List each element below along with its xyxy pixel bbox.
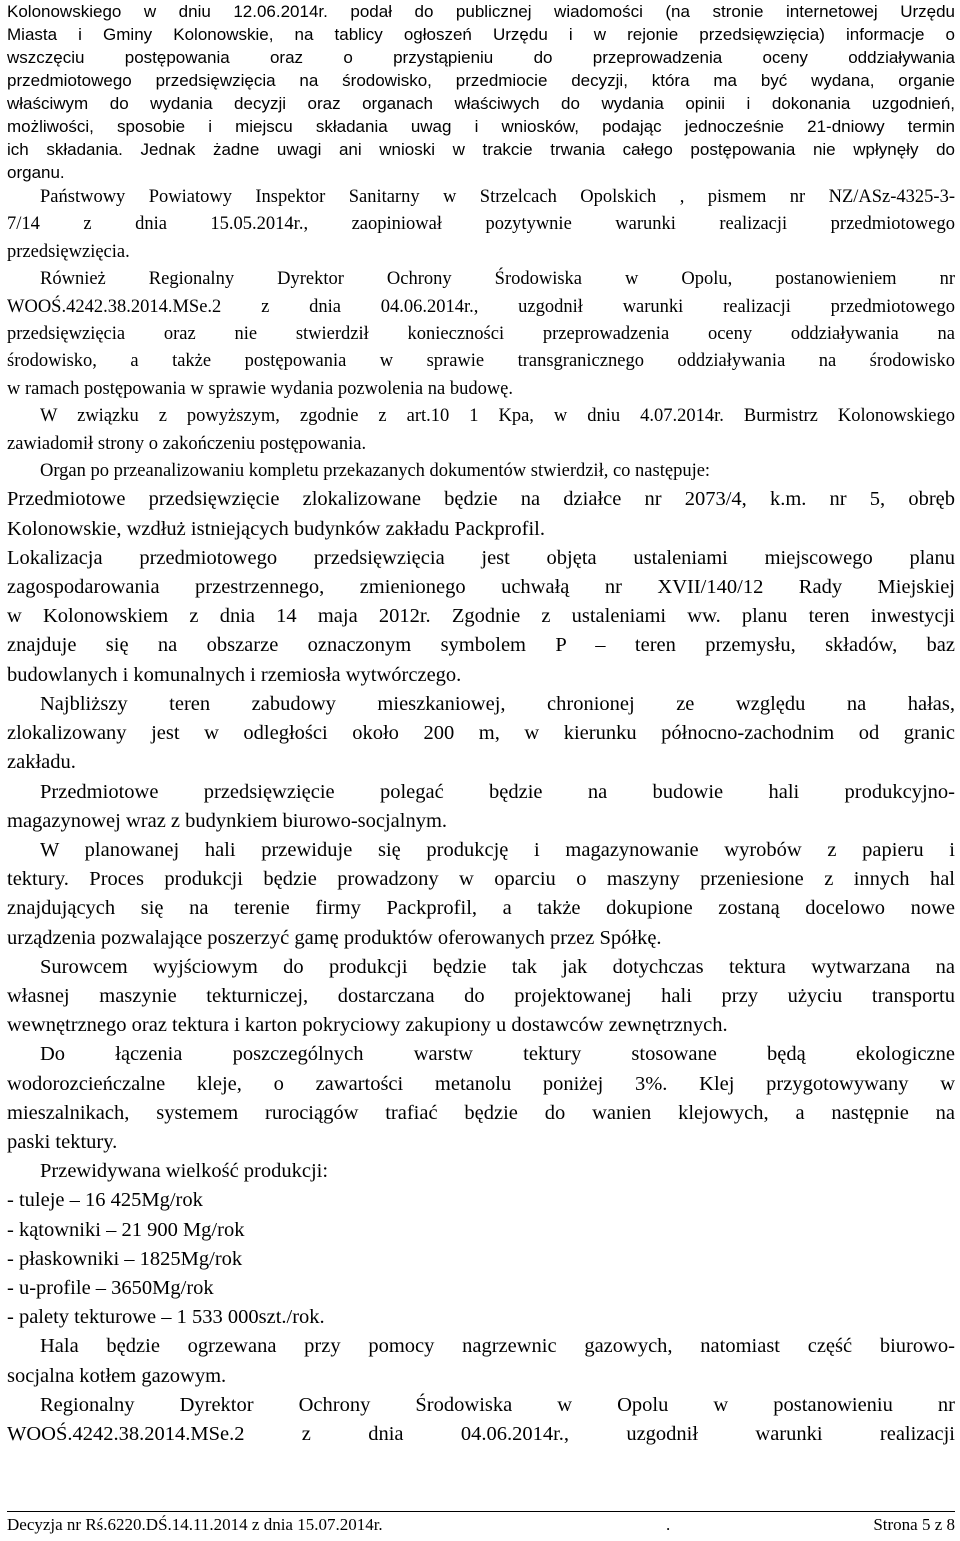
text-line: Hala będzie ogrzewana przy pomocy nagrzewnic gazowych, natomiast część biurowo- xyxy=(40,1335,955,1358)
text-line: magazynowej wraz z budynkiem biurowo-socjalnym. xyxy=(7,809,448,832)
paragraph-public-notice xyxy=(7,0,955,184)
footer-separator-dot: . xyxy=(666,1515,671,1534)
text-line: przedsięwzięcia. xyxy=(7,241,130,262)
text-line: w Kolonowskiem z dnia 14 maja 2012r. Zgodnie z ustaleniami ww. planu teren inwestycji xyxy=(7,605,955,628)
paragraphs-opinions-and-notifications xyxy=(7,184,955,485)
text-line: ich składania. Jednak żadne uwagi ani wnioski w trakcie trwania całego postępowania nie wpłynęły do xyxy=(7,140,955,159)
text-line: własnej maszynie tekturniczej, dostarczana do projektowanej hali przy użyciu transportu xyxy=(7,984,955,1007)
footer-page-number: Strona 5 z 8 xyxy=(873,1515,955,1534)
text-line: Do łączenia poszczególnych warstw tektury stosowane będą ekologiczne xyxy=(40,1043,955,1066)
text-line: budowlanych i komunalnych i rzemiosła wytwórczego. xyxy=(7,663,462,686)
text-line: Kolonowskiego w dniu 12.06.2014r. podał do publicznej wiadomości (na stronie internetowej Urzędu xyxy=(7,2,955,21)
page-footer xyxy=(7,1511,955,1535)
text-line: 7/14 z dnia 15.05.2014r., zaopiniował pozytywnie warunki realizacji przedmiotowego xyxy=(7,214,955,235)
text-line: Regionalny Dyrektor Ochrony Środowiska w Opolu w postanowieniu nr xyxy=(40,1393,955,1416)
text-line: organu. xyxy=(7,163,65,182)
text-line: zakładu. xyxy=(7,751,76,774)
text-line: znajdujących się na terenie firmy Packprofil, a także dokupione zostaną docelowo nowe xyxy=(7,897,955,920)
text-line: mieszalnikach, systemem rurociągów trafiać będzie do wanien klejowych, a następnie na xyxy=(7,1101,955,1124)
text-line: zlokalizowany jest w odległości około 200 m, w kierunku północno-zachodnim od granic xyxy=(7,722,955,745)
text-line: Kolonowskie, wzdłuż istniejących budynków zakładu Packprofil. xyxy=(7,517,545,540)
text-line: W planowanej hali przewiduje się produkcję i magazynowanie wyrobów z papieru i xyxy=(40,838,955,861)
text-line: wszczęciu postępowania oraz o przystąpieniu do przeprowadzenia oceny oddziaływania xyxy=(7,48,955,67)
text-line: Lokalizacja przedmiotowego przedsięwzięcia jest objęta ustaleniami miejscowego planu xyxy=(7,546,955,569)
text-line: Państwowy Powiatowy Inspektor Sanitarny w Strzelcach Opolskich , pismem nr NZ/ASz-4325-3- xyxy=(40,187,955,207)
footer-divider xyxy=(7,1511,955,1512)
text-line: zawiadomił strony o zakończeniu postępowania. xyxy=(7,433,367,454)
text-line: Przedmiotowe przedsięwzięcie zlokalizowane będzie na działce nr 2073/4, k.m. nr 5, obręb xyxy=(7,488,955,511)
text-line: Również Regionalny Dyrektor Ochrony Środowiska w Opolu, postanowieniem nr xyxy=(40,269,955,290)
text-line: W związku z powyższym, zgodnie z art.10 1 Kpa, w dniu 4.07.2014r. Burmistrz Kolonowskiego xyxy=(40,406,955,427)
text-line: - płaskowniki – 1825Mg/rok xyxy=(7,1247,243,1270)
text-line: możliwości, sposobie i miejscu składania uwag i wniosków, podając jednocześnie 21-dniowy termin xyxy=(7,117,955,136)
text-line: WOOŚ.4242.38.2014.MSe.2 z dnia 04.06.2014r., uzgodnił warunki realizacji xyxy=(7,1422,955,1445)
text-line: urządzenia pozwalające poszerzyć gamę produktów oferowanych przez Spółkę. xyxy=(7,926,662,949)
text-line: znajduje się na obszarze oznaczonym symbolem P – teren przemysłu, składów, baz xyxy=(7,634,955,657)
text-line: - tuleje – 16 425Mg/rok xyxy=(7,1189,203,1212)
document-page xyxy=(7,0,955,1449)
text-line: Organ po przeanalizowaniu kompletu przekazanych dokumentów stwierdził, co następuje: xyxy=(40,461,711,482)
text-line: tektury. Proces produkcji będzie prowadzony w oparciu o maszyny przeniesione z innych hal xyxy=(7,868,955,891)
text-line: środowisko, a także postępowania w sprawie transgranicznego oddziaływania na środowisko xyxy=(7,351,955,372)
text-line: wewnętrznego oraz tektura i karton pokryciowy zakupiony u dostawców zewnętrznych. xyxy=(7,1014,728,1037)
text-line: - u-profile – 3650Mg/rok xyxy=(7,1276,214,1299)
text-line: właściwym do wydania decyzji oraz organach właściwych do wydania opinii i dokonania uzgodnień, xyxy=(7,94,955,113)
text-line: przedmiotowego przedsięwzięcia na środowisko, przedmiocie decyzji, która ma być wydana, organie xyxy=(7,71,955,90)
text-line: WOOŚ.4242.38.2014.MSe.2 z dnia 04.06.2014r., uzgodnił warunki realizacji przedmiotowego xyxy=(7,296,955,317)
text-line: wodorozcieńczalne kleje, o zawartości metanolu poniżej 3%. Klej przygotowywany w xyxy=(7,1072,955,1095)
footer-decision-reference: Decyzja nr Rś.6220.DŚ.14.11.2014 z dnia 15.07.2014r. xyxy=(7,1515,383,1534)
text-line: Surowcem wyjściowym do produkcji będzie tak jak dotychczas tektura wytwarzana na xyxy=(40,955,955,978)
text-line: Przedmiotowe przedsięwzięcie polegać będzie na budowie hali produkcyjno- xyxy=(40,780,955,803)
text-line: paski tektury. xyxy=(7,1130,118,1153)
text-line: Miasta i Gminy Kolonowskie, na tablicy ogłoszeń Urzędu i w rejonie przedsięwzięcia) informacje o xyxy=(7,25,955,44)
text-line: przedsięwzięcia oraz nie stwierdził konieczności przeprowadzenia oceny oddziaływania na xyxy=(7,324,955,345)
text-line: Najbliższy teren zabudowy mieszkaniowej, chronionej ze względu na hałas, xyxy=(40,692,955,715)
paragraphs-findings xyxy=(7,485,955,1449)
text-line: - kątowniki – 21 900 Mg/rok xyxy=(7,1218,245,1241)
text-line: w ramach postępowania w sprawie wydania pozwolenia na budowę. xyxy=(7,378,514,399)
text-line: - palety tekturowe – 1 533 000szt./rok. xyxy=(7,1306,325,1329)
text-line: Przewidywana wielkość produkcji: xyxy=(40,1160,329,1183)
text-line: zagospodarowania przestrzennego, zmienionego uchwałą nr XVII/140/12 Rady Miejskiej xyxy=(7,576,955,599)
text-line: socjalna kotłem gazowym. xyxy=(7,1364,227,1387)
